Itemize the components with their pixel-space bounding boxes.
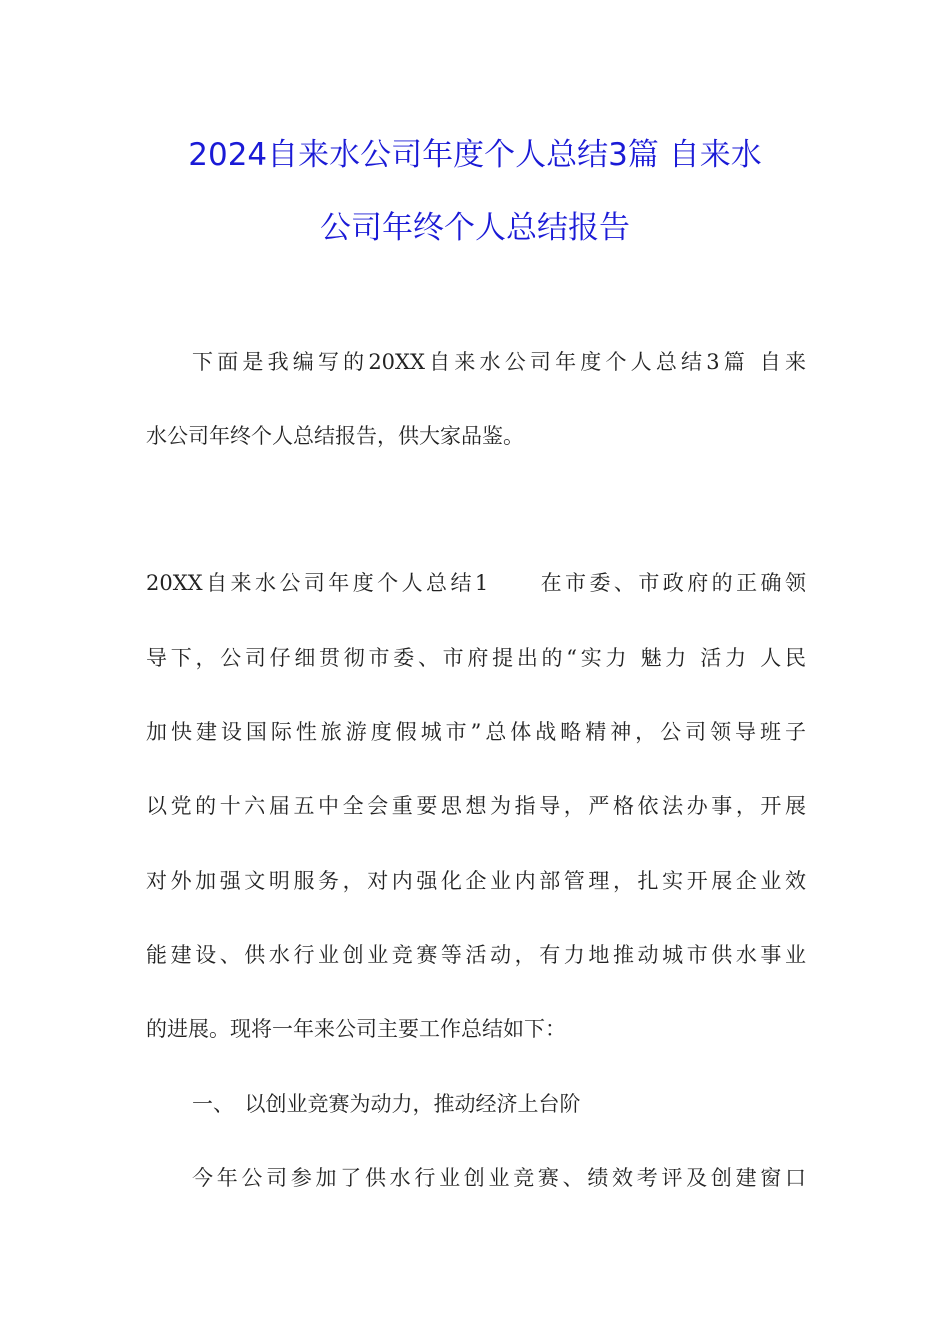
body-line-2: 导下，公司仔细贯彻市委、市府提出的“实力 魅力 活力 人民: [146, 646, 806, 670]
body-line-4: 以党的十六届五中全会重要思想为指导，严格依法办事，开展: [146, 794, 806, 818]
body-line-7: 的进展。现将一年来公司主要工作总结如下：: [146, 1017, 566, 1041]
intro-line-1: 下面是我编写的20XX自来水公司年度个人总结3篇 自来: [192, 350, 806, 374]
body-line-6: 能建设、供水行业创业竞赛等活动，有力地推动城市供水事业: [146, 943, 806, 967]
section-heading: 一、 以创业竞赛为动力，推动经济上台阶: [192, 1092, 581, 1116]
body-line-8: 今年公司参加了供水行业创业竞赛、绩效考评及创建窗口: [192, 1166, 806, 1190]
document-title-line-2: 公司年终个人总结报告: [320, 210, 630, 246]
body-line-3: 加快建设国际性旅游度假城市”总体战略精神，公司领导班子: [146, 720, 806, 744]
body-line-5: 对外加强文明服务，对内强化企业内部管理，扎实开展企业效: [146, 869, 806, 893]
body-line-1: 20XX自来水公司年度个人总结1 在市委、市政府的正确领: [146, 571, 806, 595]
intro-line-2: 水公司年终个人总结报告，供大家品鉴。: [146, 424, 524, 448]
document-title-line-1: 2024自来水公司年度个人总结3篇 自来水: [188, 137, 762, 173]
